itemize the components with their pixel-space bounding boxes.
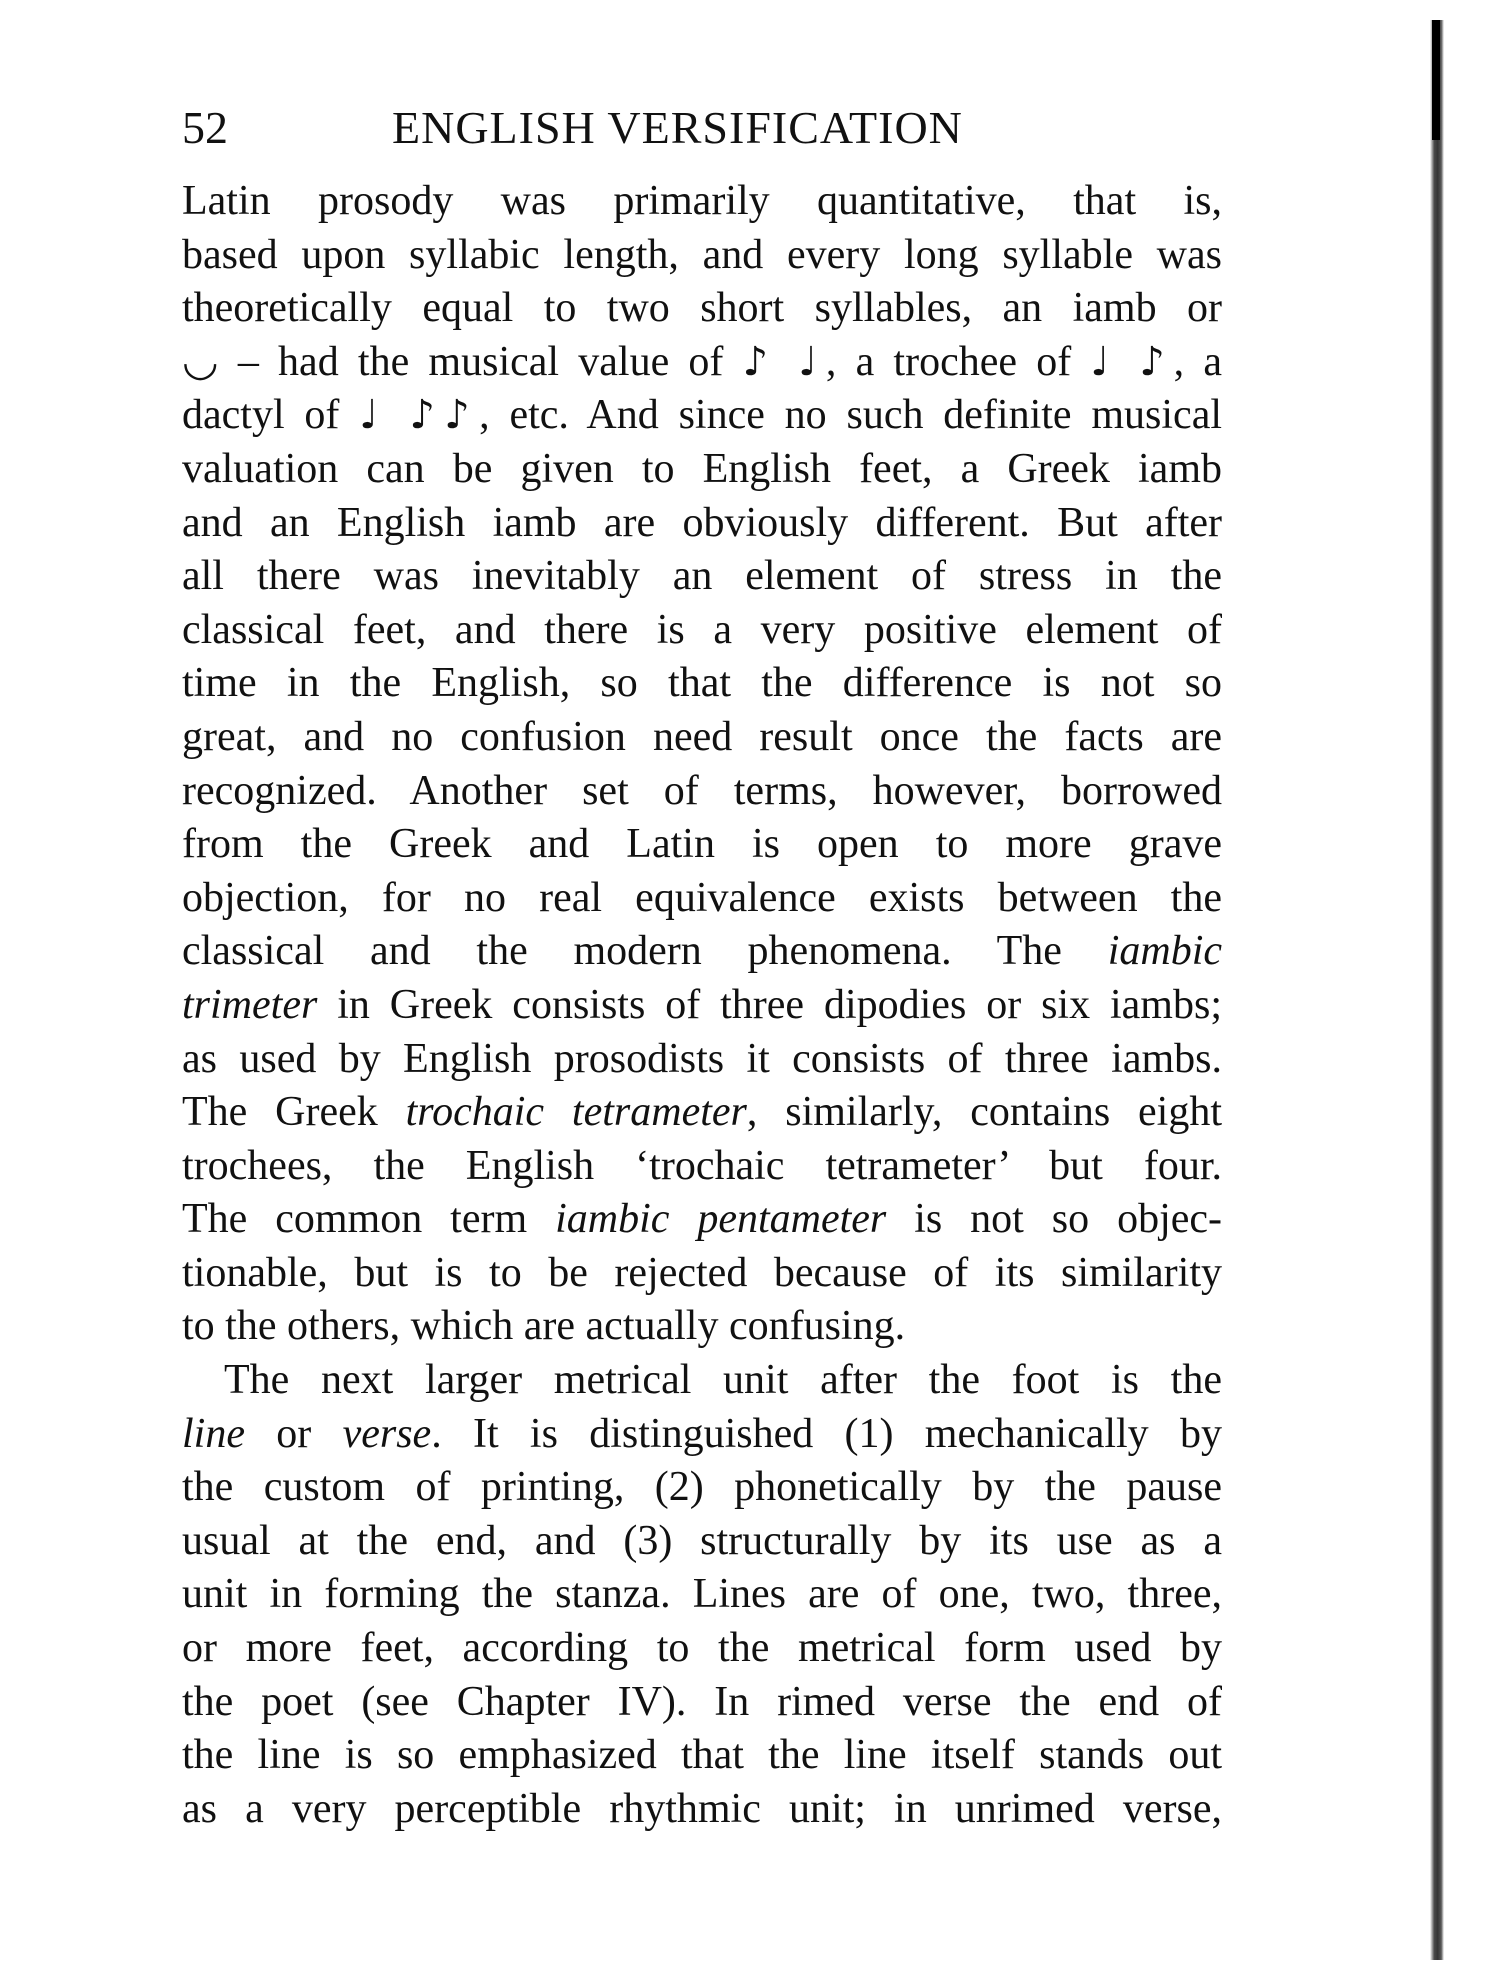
text-line: classical and the modern phenomena. The iambic bbox=[182, 928, 1222, 975]
book-gutter-shadow bbox=[1430, 20, 1444, 1960]
text-line: dactyl of ♩ ♪♪, etc. And since no such definite musical bbox=[182, 392, 1223, 439]
trochee-notes: ♩ ♪ bbox=[1090, 338, 1174, 385]
text-line: trochees, the English ‘trochaic tetrameter’ but four. bbox=[182, 1142, 1222, 1189]
text-line: time in the English, so that the difference is not so bbox=[182, 660, 1222, 707]
book-gutter-edge bbox=[1432, 20, 1440, 140]
text-line: valuation can be given to English feet, a Greek iamb bbox=[182, 445, 1222, 492]
text-line: The common term iambic pentameter is not so objec- bbox=[182, 1196, 1223, 1243]
page-number: 52 bbox=[182, 102, 228, 153]
text-line: to the others, which are actually confusing. bbox=[182, 1303, 906, 1350]
text-line: recognized. Another set of terms, however, borrowed bbox=[182, 767, 1222, 814]
iamb-notes: ♪ ♩ bbox=[742, 338, 826, 385]
text-line: objection, for no real equivalence exists between the bbox=[182, 874, 1222, 921]
text-line: or more feet, according to the metrical form used by bbox=[182, 1625, 1222, 1672]
text-line: classical feet, and there is a very positive element of bbox=[182, 606, 1222, 653]
text-line: tionable, but is to be rejected because of its similarity bbox=[182, 1249, 1222, 1296]
text-line: theoretically equal to two short syllables, an iamb or bbox=[182, 285, 1222, 332]
text-line: as used by English prosodists it consists of three iambs. bbox=[182, 1035, 1222, 1082]
text-line: trimeter in Greek consists of three dipodies or six iambs; bbox=[182, 981, 1222, 1028]
text-line: and an English iamb are obviously different. But after bbox=[182, 499, 1222, 546]
text-line: usual at the end, and (3) structurally by its use as a bbox=[182, 1517, 1222, 1564]
text-line: all there was inevitably an element of stress in the bbox=[182, 553, 1222, 600]
text-line: the custom of printing, (2) phonetically by the pause bbox=[182, 1464, 1222, 1511]
text-line: the line is so emphasized that the line itself stands out bbox=[182, 1732, 1222, 1779]
dactyl-notes: ♩ ♪♪ bbox=[359, 392, 480, 439]
text-line: the poet (see Chapter IV). In rimed verse the end of bbox=[182, 1678, 1222, 1725]
text-line: Latin prosody was primarily quantitative, that is, bbox=[182, 178, 1222, 224]
text-line: from the Greek and Latin is open to more grave bbox=[182, 821, 1222, 868]
text-line: based upon syllabic length, and every long syllable was bbox=[182, 231, 1222, 278]
body-text bbox=[182, 175, 1222, 1836]
text-line: as a very perceptible rhythmic unit; in unrimed verse, bbox=[182, 1785, 1222, 1832]
text-line: The Greek trochaic tetrameter, similarly, contains eight bbox=[182, 1089, 1223, 1136]
text-line: The next larger metrical unit after the foot is the bbox=[224, 1357, 1222, 1404]
text-line: great, and no confusion need result once the facts are bbox=[182, 713, 1222, 760]
text-line: ◡ – had the musical value of ♪ ♩, a trochee of ♩ ♪, a bbox=[182, 338, 1222, 385]
running-head: ENGLISH VERSIFICATION bbox=[392, 102, 963, 153]
text-line: unit in forming the stanza. Lines are of one, two, three, bbox=[182, 1571, 1222, 1618]
page-header bbox=[182, 98, 1012, 158]
text-line: line or verse. It is distinguished (1) mechanically by bbox=[182, 1410, 1222, 1457]
